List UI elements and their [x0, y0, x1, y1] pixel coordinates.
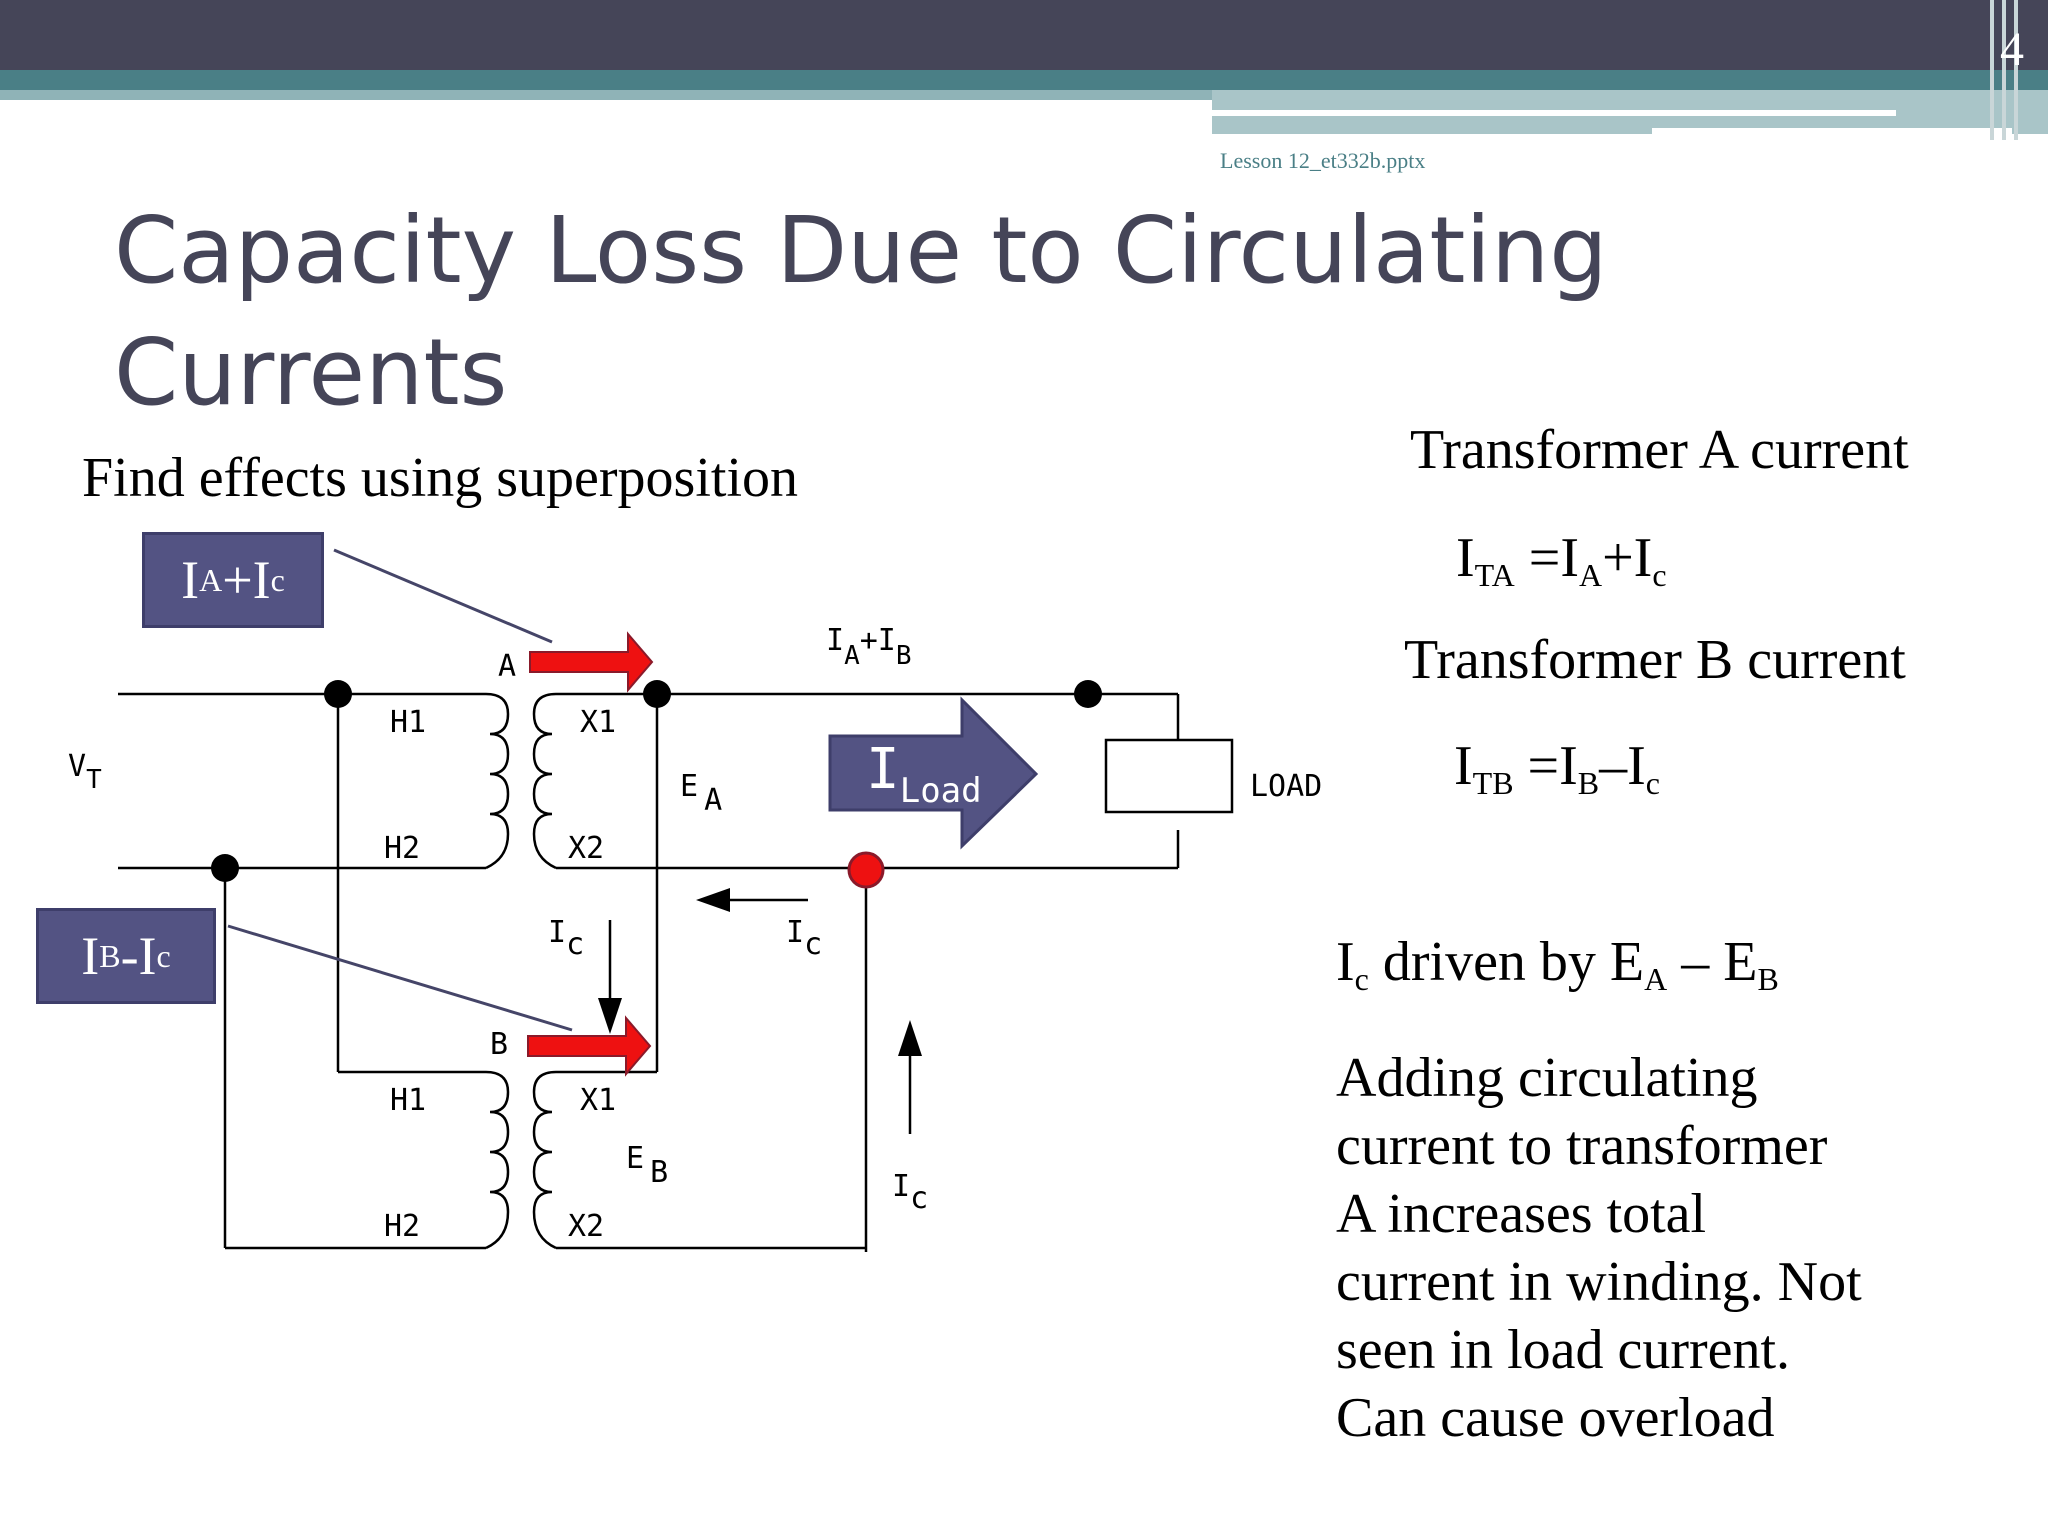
- ic-label-mid: Ic: [786, 915, 823, 962]
- ic-label-bottom: Ic: [892, 1169, 929, 1216]
- ea-label: E A: [680, 769, 723, 818]
- title-line-2: Currents: [114, 319, 508, 426]
- coil-b-secondary: [534, 1072, 556, 1248]
- ic-arrowhead-left: [696, 888, 730, 912]
- callout-leader-b: [228, 926, 572, 1030]
- explanation-paragraph: [1336, 1044, 1862, 1452]
- file-name: Lesson 12_et332b.pptx: [1220, 148, 1426, 173]
- junction-node: [324, 680, 352, 708]
- equation-tb: $I_{TB} =I_B-I_c$: [1454, 735, 1660, 801]
- heading-transformer-b: Transformer B current: [1404, 629, 1906, 691]
- x2-b-label: X2: [568, 1209, 605, 1244]
- paragraph-line: current to transformer: [1336, 1115, 1828, 1177]
- ic-arrowhead-down: [598, 998, 622, 1034]
- coil-b-primary: [486, 1072, 508, 1248]
- h1-b-label: H1: [390, 1083, 427, 1118]
- red-arrow-b: [528, 1018, 650, 1074]
- coil-a-primary: [486, 694, 508, 868]
- coil-a-secondary: [534, 694, 556, 868]
- vt-label: VT: [68, 749, 102, 795]
- junction-node: [643, 680, 671, 708]
- subtitle: Find effects using superposition: [82, 447, 799, 509]
- red-node: [849, 853, 883, 887]
- title-line-1: Capacity Loss Due to Circulating: [114, 197, 1608, 304]
- paragraph-line: seen in load current.: [1336, 1319, 1791, 1381]
- equation-ta: $I_{TA} =I_A+I_c$: [1456, 527, 1667, 593]
- h2-b-label: H2: [384, 1209, 421, 1244]
- iload-text: $I_{Load}$: [866, 737, 982, 811]
- h1-a-label: H1: [390, 705, 427, 740]
- callout-leader-a: [334, 550, 552, 642]
- x1-a-label: X1: [580, 705, 617, 740]
- eb-label: E B: [626, 1141, 669, 1190]
- ia-ib-label: IA+IB: [826, 623, 912, 671]
- ic-arrowhead-up: [898, 1020, 922, 1056]
- load-box: [1106, 740, 1232, 812]
- junction-node: [211, 854, 239, 882]
- paragraph-line: Can cause overload: [1336, 1387, 1775, 1449]
- callout-ib-ic: I B -I c: [36, 908, 216, 1004]
- heading-transformer-a: Transformer A current: [1410, 419, 1909, 481]
- ic-driven-text: $I_c$ driven by $E_A - E_B$: [1336, 931, 1779, 997]
- paragraph-line: current in winding. Not: [1336, 1251, 1862, 1313]
- load-label: LOAD: [1250, 769, 1323, 804]
- node-b-label: B: [490, 1027, 509, 1062]
- node-a-label: A: [498, 649, 517, 684]
- x2-a-label: X2: [568, 831, 605, 866]
- callout-ia-ic: I A +I c: [142, 532, 324, 628]
- ic-label-left: Ic: [548, 915, 585, 962]
- junction-node: [1074, 680, 1102, 708]
- red-arrow-a: [530, 634, 652, 690]
- x1-b-label: X1: [580, 1083, 617, 1118]
- paragraph-line: A increases total: [1336, 1183, 1707, 1245]
- paragraph-line: Adding circulating: [1336, 1047, 1758, 1109]
- h2-a-label: H2: [384, 831, 421, 866]
- slide-number: 4: [2000, 23, 2024, 76]
